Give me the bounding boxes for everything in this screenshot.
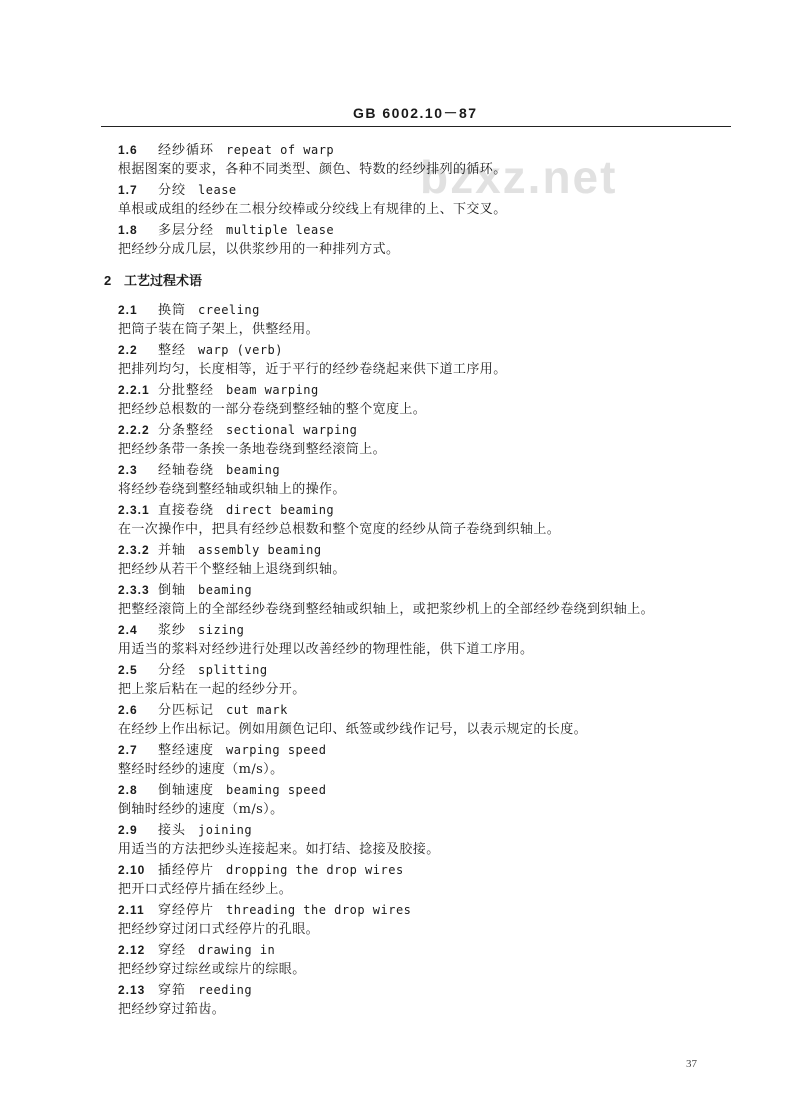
term-en: cut mark — [226, 703, 288, 717]
term-number: 2.2.2 — [118, 423, 150, 437]
term-line — [118, 461, 280, 479]
term-zh: 倒轴 — [158, 583, 187, 598]
term-definition: 用适当的方法把纱头连接起来。如打结、捻接及胶接。 — [118, 842, 440, 857]
term-definition: 把开口式经停片插在经纱上。 — [118, 882, 293, 897]
term-en: reeding — [198, 983, 253, 997]
term-number: 2.12 — [118, 943, 146, 957]
term-definition: 把经纱总根数的一部分卷绕到整经轴的整个宽度上。 — [118, 402, 427, 417]
page-number: 37 — [686, 1058, 697, 1070]
term-definition: 把经纱分成几层，以供浆纱用的一种排列方式。 — [118, 242, 400, 257]
term-definition: 把上浆后粘在一起的经纱分开。 — [118, 682, 306, 697]
term-line — [118, 621, 244, 639]
term-line — [118, 141, 334, 159]
term-en: beaming — [226, 463, 281, 477]
term-zh: 接头 — [158, 823, 187, 838]
term-number: 2.7 — [118, 743, 138, 757]
term-definition: 倒轴时经纱的速度（m/s）。 — [118, 802, 284, 817]
term-definition: 把经纱从若干个整经轴上退绕到织轴。 — [118, 562, 346, 577]
term-zh: 整经 — [158, 343, 187, 358]
term-line — [118, 821, 252, 839]
term-line — [118, 941, 275, 959]
term-zh: 分条整经 — [158, 423, 215, 438]
term-en: beaming — [198, 583, 253, 597]
term-zh: 浆纱 — [158, 623, 187, 638]
term-zh: 分匹标记 — [158, 703, 215, 718]
term-en: splitting — [198, 663, 268, 677]
term-number: 2.8 — [118, 783, 138, 797]
term-number: 2.3.3 — [118, 583, 150, 597]
term-en: direct beaming — [226, 503, 335, 517]
term-definition: 把经纱穿过闭口式经停片的孔眼。 — [118, 922, 320, 937]
term-en: sectional warping — [226, 423, 358, 437]
term-zh: 并轴 — [158, 543, 187, 558]
term-definition: 在一次操作中，把具有经纱总根数和整个宽度的经纱从筒子卷绕到织轴上。 — [118, 522, 561, 537]
term-definition: 在经纱上作出标记。例如用颜色记印、纸签或纱线作记号，以表示规定的长度。 — [118, 722, 588, 737]
term-line — [118, 901, 411, 919]
term-line — [118, 981, 252, 999]
term-number: 2.13 — [118, 983, 146, 997]
term-zh: 整经速度 — [158, 743, 215, 758]
term-zh: 插经停片 — [158, 863, 215, 878]
term-en: beam warping — [226, 383, 319, 397]
term-line — [118, 501, 334, 519]
term-en: assembly beaming — [198, 543, 322, 557]
term-zh: 直接卷绕 — [158, 503, 215, 518]
term-definition: 单根或成组的经纱在二根分绞棒或分绞线上有规律的上、下交叉。 — [118, 202, 507, 217]
term-definition: 整经时经纱的速度（m/s）。 — [118, 762, 284, 777]
term-line — [118, 861, 404, 879]
term-definition: 把整经滚筒上的全部经纱卷绕到整经轴或织轴上，或把浆纱机上的全部经纱卷绕到织轴上。 — [118, 602, 655, 617]
term-number: 2.4 — [118, 623, 138, 637]
term-number: 1.6 — [118, 143, 138, 157]
term-number: 2.9 — [118, 823, 138, 837]
term-line — [118, 181, 237, 199]
term-zh: 分绞 — [158, 183, 187, 198]
header-rule — [101, 126, 731, 127]
term-en: multiple lease — [226, 223, 335, 237]
term-line — [118, 661, 268, 679]
term-line — [118, 421, 357, 439]
term-line — [118, 221, 334, 239]
header-standard-number: GB 6002.10－87 — [353, 105, 478, 121]
term-zh: 经轴卷绕 — [158, 463, 215, 478]
term-en: repeat of warp — [226, 143, 335, 157]
term-zh: 多层分经 — [158, 223, 215, 238]
term-number: 2.2 — [118, 343, 138, 357]
term-number: 2.3 — [118, 463, 138, 477]
term-en: creeling — [198, 303, 260, 317]
term-zh: 穿经停片 — [158, 903, 215, 918]
term-number: 1.8 — [118, 223, 138, 237]
term-line — [118, 541, 322, 559]
term-number: 2.6 — [118, 703, 138, 717]
term-en: drawing in — [198, 943, 276, 957]
term-zh: 分经 — [158, 663, 187, 678]
term-definition: 把筒子装在筒子架上，供整经用。 — [118, 322, 320, 337]
term-line — [118, 781, 326, 799]
watermark: bzxz.net — [420, 151, 618, 203]
term-en: lease — [198, 183, 237, 197]
section-title: 工艺过程术语 — [124, 274, 203, 289]
term-en: warp (verb) — [198, 343, 283, 357]
term-number: 2.3.1 — [118, 503, 150, 517]
term-en: sizing — [198, 623, 245, 637]
term-en: threading the drop wires — [226, 903, 412, 917]
term-en: warping speed — [226, 743, 327, 757]
term-number: 2.11 — [118, 903, 145, 917]
term-definition: 把经纱穿过筘齿。 — [118, 1002, 226, 1017]
term-en: dropping the drop wires — [226, 863, 404, 877]
term-number: 2.2.1 — [118, 383, 150, 397]
term-definition: 根据图案的要求，各种不同类型、颜色、特数的经纱排列的循环。 — [118, 162, 507, 177]
term-zh: 换筒 — [158, 303, 187, 318]
term-line — [118, 741, 326, 759]
term-number: 1.7 — [118, 183, 138, 197]
term-definition: 把经纱条带一条挨一条地卷绕到整经滚筒上。 — [118, 442, 387, 457]
section-number: 2 — [104, 273, 112, 288]
term-number: 2.10 — [118, 863, 146, 877]
term-line — [118, 581, 252, 599]
term-en: beaming speed — [226, 783, 327, 797]
term-zh: 分批整经 — [158, 383, 215, 398]
term-line — [118, 381, 319, 399]
term-number: 2.3.2 — [118, 543, 150, 557]
term-definition: 用适当的浆料对经纱进行处理以改善经纱的物理性能，供下道工序用。 — [118, 642, 534, 657]
term-number: 2.1 — [118, 303, 138, 317]
term-definition: 将经纱卷绕到整经轴或织轴上的操作。 — [118, 482, 346, 497]
term-number: 2.5 — [118, 663, 138, 677]
section-heading — [104, 272, 202, 291]
term-line — [118, 701, 288, 719]
term-en: joining — [198, 823, 253, 837]
term-zh: 经纱循环 — [158, 143, 215, 158]
term-definition: 把排列均匀，长度相等，近于平行的经纱卷绕起来供下道工序用。 — [118, 362, 507, 377]
term-line — [118, 301, 260, 319]
term-zh: 倒轴速度 — [158, 783, 215, 798]
term-line — [118, 341, 283, 359]
term-zh: 穿筘 — [158, 983, 187, 998]
term-definition: 把经纱穿过综丝或综片的综眼。 — [118, 962, 306, 977]
term-zh: 穿经 — [158, 943, 187, 958]
